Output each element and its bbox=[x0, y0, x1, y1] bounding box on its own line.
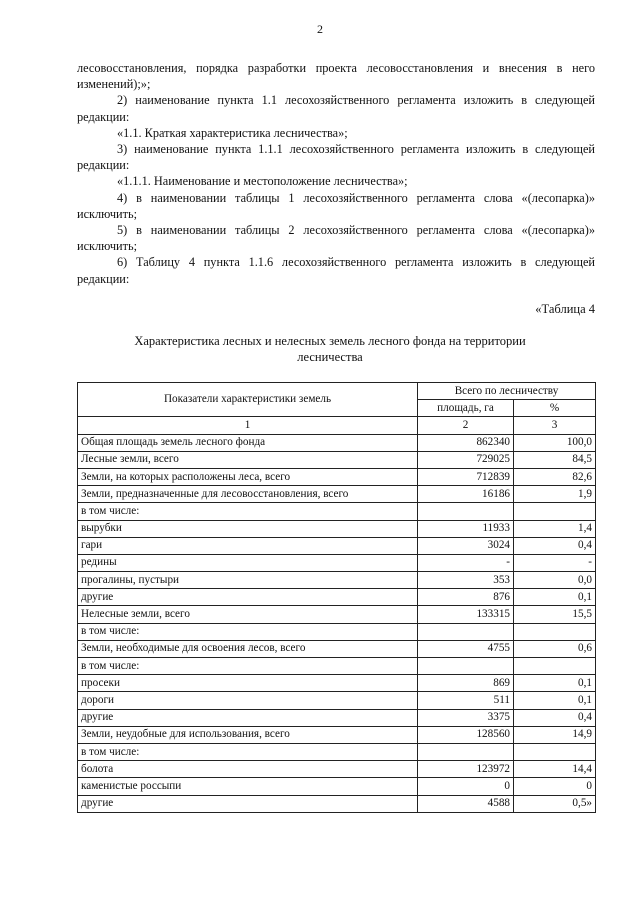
paragraph: «1.1.1. Наименование и местоположение лесничества»; bbox=[117, 174, 408, 189]
column-number: 3 bbox=[514, 417, 596, 434]
table-row bbox=[78, 434, 596, 451]
row-area bbox=[418, 743, 514, 760]
paragraph: 2) наименование пункта 1.1 лесохозяйственного регламента изложить в следующей редакции: bbox=[77, 93, 595, 124]
row-label: другие bbox=[78, 589, 418, 606]
row-area: 869 bbox=[418, 675, 514, 692]
row-percent: 82,6 bbox=[514, 468, 596, 485]
table-row bbox=[78, 761, 596, 778]
row-area: 712839 bbox=[418, 468, 514, 485]
row-label: Нелесные земли, всего bbox=[78, 606, 418, 623]
row-area bbox=[418, 658, 514, 675]
row-area: 128560 bbox=[418, 726, 514, 743]
row-area bbox=[418, 503, 514, 520]
row-label: Земли, предназначенные для лесовосстановления, всего bbox=[78, 486, 418, 503]
table-row bbox=[78, 554, 596, 571]
table-row bbox=[78, 726, 596, 743]
row-area: 4755 bbox=[418, 640, 514, 657]
row-percent bbox=[514, 623, 596, 640]
row-label: Земли, неудобные для использования, всего bbox=[78, 726, 418, 743]
row-area: 4588 bbox=[418, 795, 514, 812]
row-percent: 0,1 bbox=[514, 675, 596, 692]
table-row bbox=[78, 778, 596, 795]
row-area: 0 bbox=[418, 778, 514, 795]
row-area: 133315 bbox=[418, 606, 514, 623]
paragraph: «1.1. Краткая характеристика лесничества»; bbox=[117, 125, 348, 140]
table-row bbox=[78, 795, 596, 812]
body-text bbox=[77, 60, 595, 287]
row-label: Лесные земли, всего bbox=[78, 451, 418, 468]
table-row bbox=[78, 709, 596, 726]
row-area: - bbox=[418, 554, 514, 571]
row-label: каменистые россыпи bbox=[78, 778, 418, 795]
row-label: другие bbox=[78, 795, 418, 812]
row-area: 862340 bbox=[418, 434, 514, 451]
row-percent: 0,0 bbox=[514, 572, 596, 589]
row-label: прогалины, пустыри bbox=[78, 572, 418, 589]
row-percent bbox=[514, 503, 596, 520]
table-row bbox=[78, 486, 596, 503]
table-row bbox=[78, 520, 596, 537]
row-percent: 14,4 bbox=[514, 761, 596, 778]
column-number: 2 bbox=[418, 417, 514, 434]
row-label: редины bbox=[78, 554, 418, 571]
row-area: 11933 bbox=[418, 520, 514, 537]
table-row bbox=[78, 503, 596, 520]
row-percent: 100,0 bbox=[514, 434, 596, 451]
table-row bbox=[78, 451, 596, 468]
table-row bbox=[78, 640, 596, 657]
page-number: 2 bbox=[317, 22, 323, 36]
row-area bbox=[418, 623, 514, 640]
table-label: «Таблица 4 bbox=[535, 302, 595, 316]
row-label: в том числе: bbox=[78, 623, 418, 640]
land-characteristics-table bbox=[77, 382, 596, 813]
row-percent: 14,9 bbox=[514, 726, 596, 743]
row-percent bbox=[514, 658, 596, 675]
table-row bbox=[78, 675, 596, 692]
header-indicators: Показатели характеристики земель bbox=[78, 383, 418, 417]
row-percent: - bbox=[514, 554, 596, 571]
paragraph: 4) в наименовании таблицы 1 лесохозяйственного регламента слова «(лесопарка)» исключить; bbox=[77, 190, 595, 221]
paragraph: 6) Таблицу 4 пункта 1.1.6 лесохозяйственного регламента изложить в следующей редакции: bbox=[77, 255, 595, 286]
row-area: 3375 bbox=[418, 709, 514, 726]
column-number: 1 bbox=[78, 417, 418, 434]
row-area: 3024 bbox=[418, 537, 514, 554]
row-area: 16186 bbox=[418, 486, 514, 503]
row-label: гари bbox=[78, 537, 418, 554]
header-total: Всего по лесничеству bbox=[418, 383, 596, 400]
row-label: Общая площадь земель лесного фонда bbox=[78, 434, 418, 451]
row-area: 876 bbox=[418, 589, 514, 606]
row-label: Земли, на которых расположены леса, всего bbox=[78, 468, 418, 485]
table-row bbox=[78, 468, 596, 485]
row-label: в том числе: bbox=[78, 658, 418, 675]
paragraph: 3) наименование пункта 1.1.1 лесохозяйственного регламента изложить в следующей редакции: bbox=[77, 142, 595, 173]
table-row bbox=[78, 623, 596, 640]
row-percent: 84,5 bbox=[514, 451, 596, 468]
paragraph: 5) в наименовании таблицы 2 лесохозяйственного регламента слова «(лесопарка)» исключить; bbox=[77, 223, 595, 254]
row-area: 123972 bbox=[418, 761, 514, 778]
row-percent: 0,1 bbox=[514, 692, 596, 709]
table-row bbox=[78, 606, 596, 623]
row-percent: 0,5» bbox=[514, 795, 596, 812]
row-percent: 0 bbox=[514, 778, 596, 795]
row-percent: 1,4 bbox=[514, 520, 596, 537]
row-label: в том числе: bbox=[78, 743, 418, 760]
row-label: другие bbox=[78, 709, 418, 726]
row-area: 729025 bbox=[418, 451, 514, 468]
row-label: в том числе: bbox=[78, 503, 418, 520]
table-row bbox=[78, 658, 596, 675]
header-area: площадь, га bbox=[418, 400, 514, 417]
row-percent: 0,4 bbox=[514, 709, 596, 726]
table-row bbox=[78, 743, 596, 760]
row-percent: 0,4 bbox=[514, 537, 596, 554]
row-area: 511 bbox=[418, 692, 514, 709]
row-percent: 1,9 bbox=[514, 486, 596, 503]
row-label: болота bbox=[78, 761, 418, 778]
table-row bbox=[78, 537, 596, 554]
row-label: просеки bbox=[78, 675, 418, 692]
table-row bbox=[78, 572, 596, 589]
row-label: дороги bbox=[78, 692, 418, 709]
row-percent: 0,6 bbox=[514, 640, 596, 657]
row-label: вырубки bbox=[78, 520, 418, 537]
table-row bbox=[78, 589, 596, 606]
row-percent: 15,5 bbox=[514, 606, 596, 623]
row-percent bbox=[514, 743, 596, 760]
row-percent: 0,1 bbox=[514, 589, 596, 606]
row-area: 353 bbox=[418, 572, 514, 589]
table-row bbox=[78, 692, 596, 709]
paragraph: лесовосстановления, порядка разработки проекта лесовосстановления и внесения в него изменений);»; bbox=[77, 61, 595, 92]
row-label: Земли, необходимые для освоения лесов, всего bbox=[78, 640, 418, 657]
header-percent: % bbox=[514, 400, 596, 417]
table-title: Характеристика лесных и нелесных земель лесного фонда на территории лесничества bbox=[134, 334, 526, 364]
